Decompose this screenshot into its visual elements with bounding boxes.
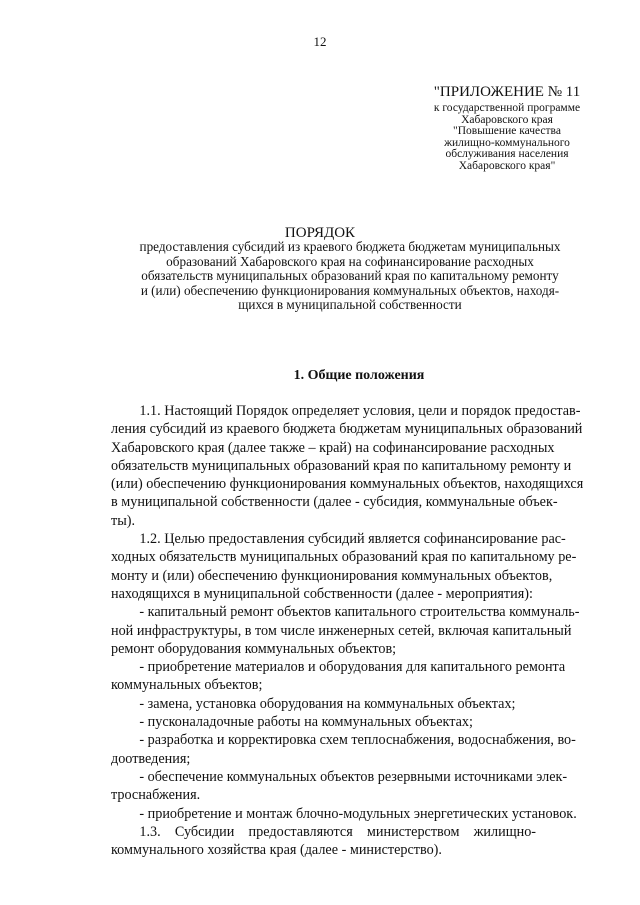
body-line: 1.2. Целью предоставления субсидий является софинансирование рас-	[111, 531, 566, 548]
body-line: 1.1. Настоящий Порядок определяет условия, цели и порядок предостав-	[111, 403, 581, 419]
body-line: ления субсидий из краевого бюджета бюджетам муниципальных образований	[111, 421, 583, 438]
appendix-line: Хабаровского края	[461, 113, 553, 126]
body-line: - разработка и корректировка схем теплоснабжения, водоснабжения, во-	[111, 732, 576, 749]
subtitle-line: и (или) обеспечению функционирования коммунальных объектов, находя-	[140, 282, 560, 298]
section-heading: 1. Общие положения	[293, 368, 425, 383]
body-line: - замена, установка оборудования на коммунальных объектах;	[111, 695, 516, 712]
body-line: - пусконаладочные работы на коммунальных объектах;	[111, 714, 473, 731]
body-line: ной инфраструктуры, в том числе инженерных сетей, включая капитальный	[111, 622, 572, 639]
body-line: - приобретение и монтаж блочно-модульных энергетических установок.	[111, 805, 577, 822]
appendix-line: к государственной программе	[433, 102, 581, 114]
body-line: находящихся в муниципальной собственности (далее - мероприятия):	[111, 585, 533, 602]
appendix-line: "Повышение качества	[453, 125, 561, 137]
document-subtitle	[110, 240, 590, 313]
body-line: ремонт оборудования коммунальных объектов;	[111, 640, 397, 657]
appendix-title: "ПРИЛОЖЕНИЕ № 11	[433, 84, 581, 100]
document-title: ПОРЯДОК	[284, 225, 356, 241]
subtitle-line: образований Хабаровского края на софинансирование расходных	[166, 253, 534, 269]
body-line: ты).	[111, 512, 136, 529]
body-line: доотведения;	[111, 750, 191, 767]
appendix-block	[412, 84, 602, 172]
body-text	[111, 402, 610, 859]
body-line: в муниципальной собственности (далее - субсидия, коммунальные объек-	[111, 494, 558, 511]
body-line: обязательств муниципальных образований края по капитальному ремонту и	[111, 457, 572, 474]
appendix-line: жилищно-коммунального	[444, 136, 570, 149]
body-line: 1.3. Субсидии предоставляются министерством жилищно-	[111, 823, 537, 840]
body-line: - приобретение материалов и оборудования для капитального ремонта	[111, 659, 566, 676]
body-line: ходных обязательств муниципальных образований края по капитальному ре-	[111, 549, 577, 566]
body-line: (или) обеспечению функционирования коммунальных объектов, находящихся	[111, 476, 584, 493]
body-line: коммунального хозяйства края (далее - министерство).	[111, 842, 442, 859]
subtitle-line: щихся в муниципальной собственности	[238, 297, 462, 312]
body-line: Хабаровского края (далее также – край) на софинансирование расходных	[111, 439, 555, 456]
body-line: троснабжения.	[111, 787, 201, 804]
page-number: 12	[313, 34, 327, 49]
body-line: - обеспечение коммунальных объектов резервными источниками элек-	[111, 768, 568, 785]
appendix-line: Хабаровского края"	[458, 159, 556, 172]
body-line: - капитальный ремонт объектов капитального строительства коммуналь-	[111, 604, 580, 621]
subtitle-line: обязательств муниципальных образований края по капитальному ремонту	[141, 268, 559, 283]
body-line: монту и (или) обеспечению функционирования коммунальных объектов,	[111, 567, 553, 584]
subtitle-line: предоставления субсидий из краевого бюджета бюджетам муниципальных	[139, 239, 561, 254]
body-line: коммунальных объектов;	[111, 677, 263, 694]
appendix-line: обслуживания населения	[445, 148, 569, 160]
